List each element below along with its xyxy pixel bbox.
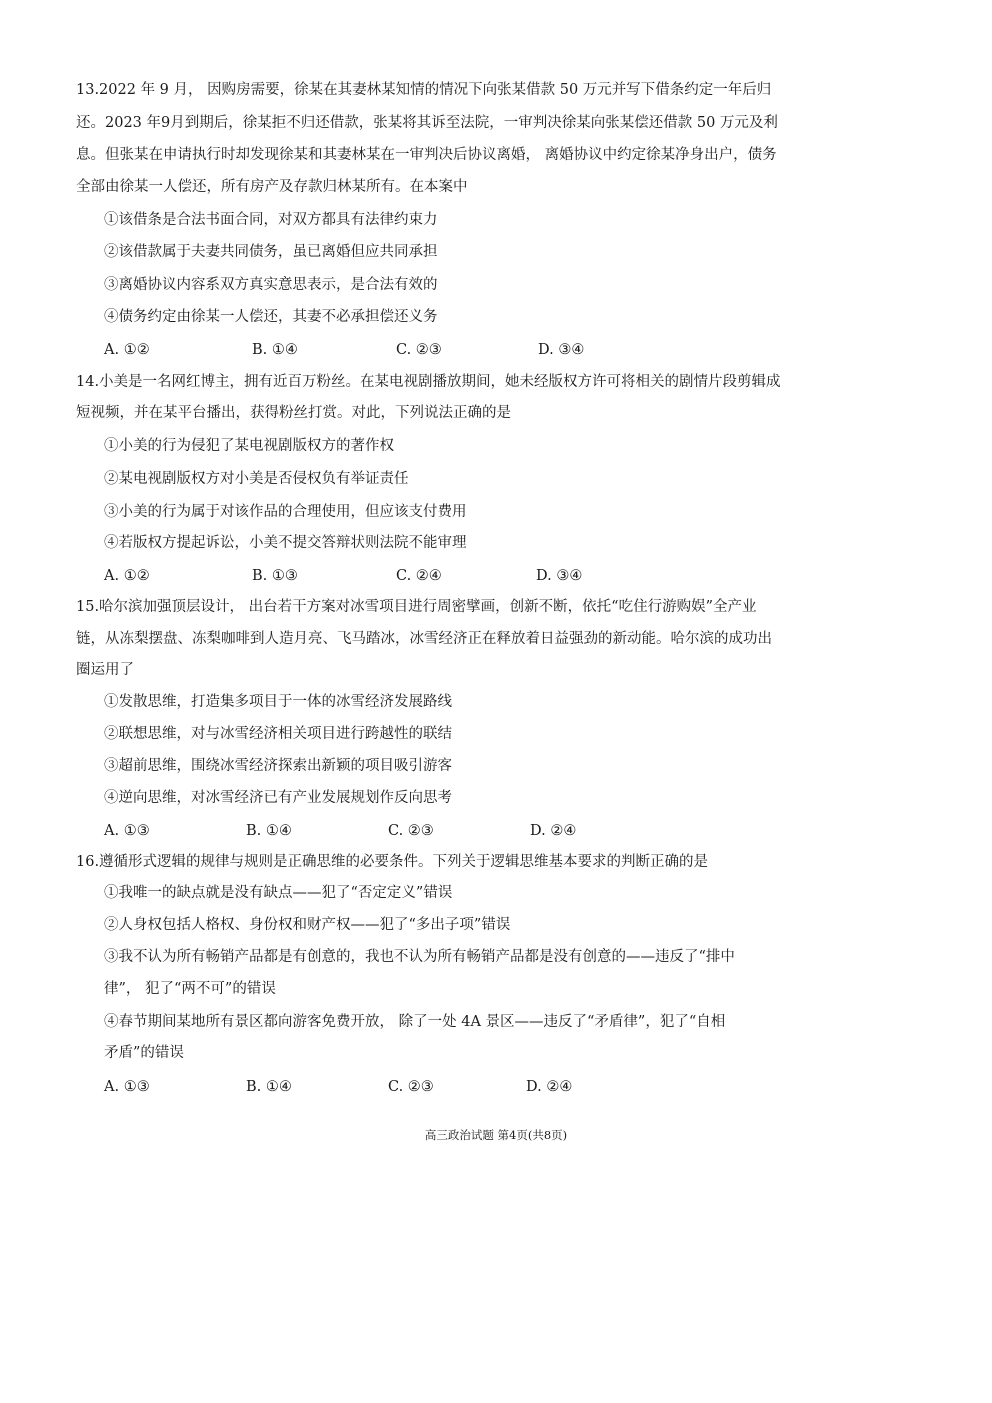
q16-option-4-line-2: 矛盾”的错误: [104, 1045, 184, 1061]
q16-option-3-line-2: 律”， 犯了“两不可”的错误: [104, 981, 276, 997]
q14-choice-a: A. ①②: [104, 568, 150, 584]
q15-option-1: ①发散思维，打造集多项目于一体的冰雪经济发展路线: [104, 694, 452, 710]
q13-option-4: ④债务约定由徐某一人偿还，其妻不必承担偿还义务: [104, 309, 438, 325]
q16-choice-b: B. ①④: [246, 1079, 292, 1095]
q15-choice-b: B. ①④: [246, 823, 292, 839]
q15-choice-c: C. ②③: [388, 823, 434, 839]
q13-option-3: ③离婚协议内容系双方真实意思表示，是合法有效的: [104, 277, 438, 293]
q14-option-3: ③小美的行为属于对该作品的合理使用，但应该支付费用: [104, 504, 467, 520]
q16-stem-line-1: 16.遵循形式逻辑的规律与规则是正确思维的必要条件。下列关于逻辑思维基本要求的判断正确的是: [76, 854, 709, 870]
q14-stem-line-1: 14.小美是一名网红博主，拥有近百万粉丝。在某电视剧播放期间，她未经版权方许可将相关的剧情片段剪辑成: [76, 374, 781, 390]
q14-choice-d: D. ③④: [536, 568, 583, 584]
q16-option-2: ②人身权包括人格权、身份权和财产权——犯了“多出子项”错误: [104, 917, 511, 933]
q15-stem-line-1: 15.哈尔滨加强顶层设计， 出台若干方案对冰雪项目进行周密擘画，创新不断，依托“吃住行游购娱”全产业: [76, 599, 757, 615]
q13-stem-line-2: 还。2023 年9月到期后，徐某拒不归还借款，张某将其诉至法院，一审判决徐某向张某偿还借款 50 万元及利: [76, 115, 778, 131]
q14-choice-c: C. ②④: [396, 568, 442, 584]
q16-choice-d: D. ②④: [526, 1079, 573, 1095]
q13-option-1: ①该借条是合法书面合同，对双方都具有法律约束力: [104, 212, 438, 228]
q13-choice-a: A. ①②: [104, 342, 150, 358]
q15-choice-d: D. ②④: [530, 823, 577, 839]
q13-option-2: ②该借款属于夫妻共同债务，虽已离婚但应共同承担: [104, 244, 438, 260]
q16-choice-c: C. ②③: [388, 1079, 434, 1095]
q13-choice-c: C. ②③: [396, 342, 442, 358]
q15-option-4: ④逆向思维，对冰雪经济已有产业发展规划作反向思考: [104, 790, 452, 806]
q14-stem-line-2: 短视频，并在某平台播出，获得粉丝打赏。对此，下列说法正确的是: [76, 405, 511, 421]
q16-option-4-line-1: ④春节期间某地所有景区都向游客免费开放， 除了一处 4A 景区——违反了“矛盾律”，犯了“自相: [104, 1014, 726, 1030]
q13-choice-b: B. ①④: [252, 342, 298, 358]
q15-stem-line-2: 链，从冻梨摆盘、冻梨咖啡到人造月亮、飞马踏冰，冰雪经济正在释放着日益强劲的新动能。哈尔滨的成功出: [76, 631, 772, 647]
q15-option-2: ②联想思维，对与冰雪经济相关项目进行跨越性的联结: [104, 726, 452, 742]
q16-option-3-line-1: ③我不认为所有畅销产品都是有创意的，我也不认为所有畅销产品都是没有创意的——违反了“排中: [104, 949, 735, 965]
q14-option-1: ①小美的行为侵犯了某电视剧版权方的著作权: [104, 438, 394, 454]
q13-stem-line-4: 全部由徐某一人偿还，所有房产及存款归林某所有。在本案中: [76, 179, 468, 195]
q13-stem-line-3: 息。但张某在申请执行时却发现徐某和其妻林某在一审判决后协议离婚， 离婚协议中约定徐某净身出户，债务: [76, 147, 777, 163]
q15-stem-line-3: 圈运用了: [76, 662, 134, 678]
q14-option-2: ②某电视剧版权方对小美是否侵权负有举证责任: [104, 471, 409, 487]
q13-stem-line-1: 13.2022 年 9 月， 因购房需要，徐某在其妻林某知情的情况下向张某借款 50 万元并写下借条约定一年后归: [76, 82, 772, 98]
q14-choice-b: B. ①③: [252, 568, 298, 584]
page-footer: 高三政治试题 第4页(共8页): [424, 1128, 568, 1142]
q15-choice-a: A. ①③: [104, 823, 150, 839]
q16-choice-a: A. ①③: [104, 1079, 150, 1095]
q15-option-3: ③超前思维，围绕冰雪经济探索出新颖的项目吸引游客: [104, 758, 452, 774]
q16-option-1: ①我唯一的缺点就是没有缺点——犯了“否定定义”错误: [104, 885, 453, 901]
q14-option-4: ④若版权方提起诉讼，小美不提交答辩状则法院不能审理: [104, 535, 467, 551]
q13-choice-d: D. ③④: [538, 342, 585, 358]
